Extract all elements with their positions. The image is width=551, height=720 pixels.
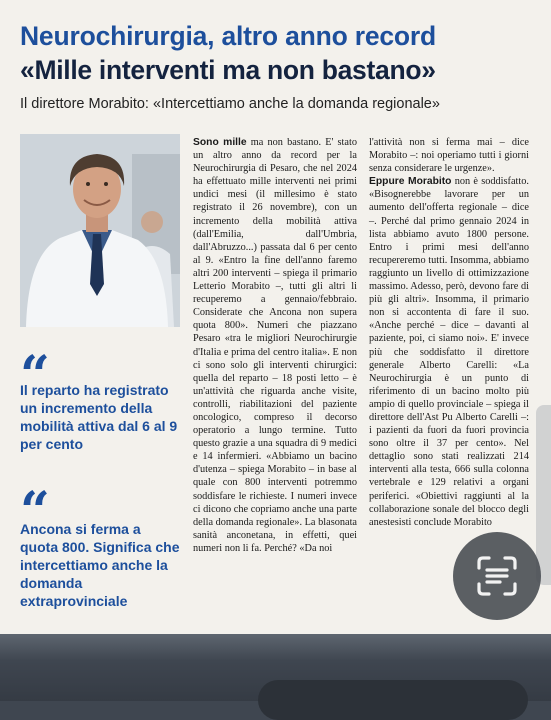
article-column-1 <box>193 136 357 555</box>
column-text: l'attività non si ferma mai – dice Morabito –: noi operiamo tutti i giorni senza considerare le urgenze». <box>369 137 529 175</box>
headline: Neurochirurgia, altro anno record <box>20 21 437 51</box>
doctor-photo <box>20 134 180 327</box>
scan-text-button[interactable] <box>453 532 541 620</box>
quote-icon: “ <box>20 345 50 406</box>
column-text: ma non bastano. E' stato un altro anno da record per la Neurochirurgia di Pesaro, che nel 2024 ha effettuato mille interventi nei primi undici mesi (il millesimo è stato registrato il 26 novembre), con un incremento della mobilità attiva (dall'Emilia, dall'Umbria, dall'Abruzzo...) passata dal 6 per cento al 9. «Entro la fine dell'anno faremo altri 200 interventi – spiega il primario Letterio Morabito –, tutti gli altri li recuperemo a gennaio/febbraio. Considerate che Ancona non supera quota 800». Numeri che piazzano Pesaro «tra le migliori Neurochirurgie d'Italia e prima del centro italia». E non ci sono solo gli interventi chirurgici: quella del reparto – 18 posti letto – è un'attività che riguarda anche visite, controlli, riabilitazioni del paziente oncologico, compreso il decorso operatorio a lungo termine. Tutto questo grazie a una squadra di 9 medici e 14 infermieri. «Abbiamo un bacino d'utenza – spiega Morabito – in base al quale con 800 interventi potremmo soddisfare le richieste. I numeri invece ci dicono che copriamo anche una parte della domanda regionale». La blasonata sanità anconetana, in effetti, quei numeri non li fa. Perché? «Da noi <box>193 137 357 554</box>
subheadline: Il direttore Morabito: «Intercettiamo anche la domanda regionale» <box>20 96 440 112</box>
pull-quote-2: Ancona si ferma a quota 800. Significa che intercettiamo anche la domanda extraprovinciale <box>20 521 180 609</box>
scan-text-icon <box>453 532 541 620</box>
quote-icon: “ <box>20 481 50 542</box>
doctor-illustration <box>20 134 180 327</box>
column-text: non è soddisfatto. «Bisognerebbe lavorare per un aumento dell'offerta regionale – dice –. Perché dal primo gennaio 2024 in lista abbiamo avuto 1800 persone. Entro i primi mesi dell'anno recupereremo tutti. Insomma, abbiamo raggiunto un livello di ottimizzazione massimo. Adesso, però, devono fare di più gli altri». Insomma, il primario non si accontenta di fare il suo. «Anche perché – dice – davanti al paziente, poi, ci siamo noi». E' invece più che soddisfatto il direttore generale Alberto Carelli: «La Neurochirurgia è un punto di riferimento di un bacino molto più ampio di quello provinciale – spiega il direttore dell'Ast Pu Alberto Carelli –: i pazienti da fuori da fuori provincia sono oltre il 37 per cento». Nel dettaglio sono stati realizzati 214 interventi alla testa, 666 sulla colonna vertebrale e 129 relativi a organi periferici. «Obiettivi raggiunti al la collaborazione sonale del blocco degli anestesisti conclude Morabito <box>369 176 529 528</box>
lead-in: Eppure Morabito <box>369 176 452 188</box>
bottom-panel[interactable] <box>258 680 528 720</box>
headline-quote: «Mille interventi ma non bastano» <box>20 55 436 85</box>
pull-quote-1: Il reparto ha registrato un incremento della mobilità attiva dal 6 al 9 per cento <box>20 382 178 452</box>
article-column-2 <box>369 136 529 529</box>
lead-in: Sono mille <box>193 137 247 148</box>
